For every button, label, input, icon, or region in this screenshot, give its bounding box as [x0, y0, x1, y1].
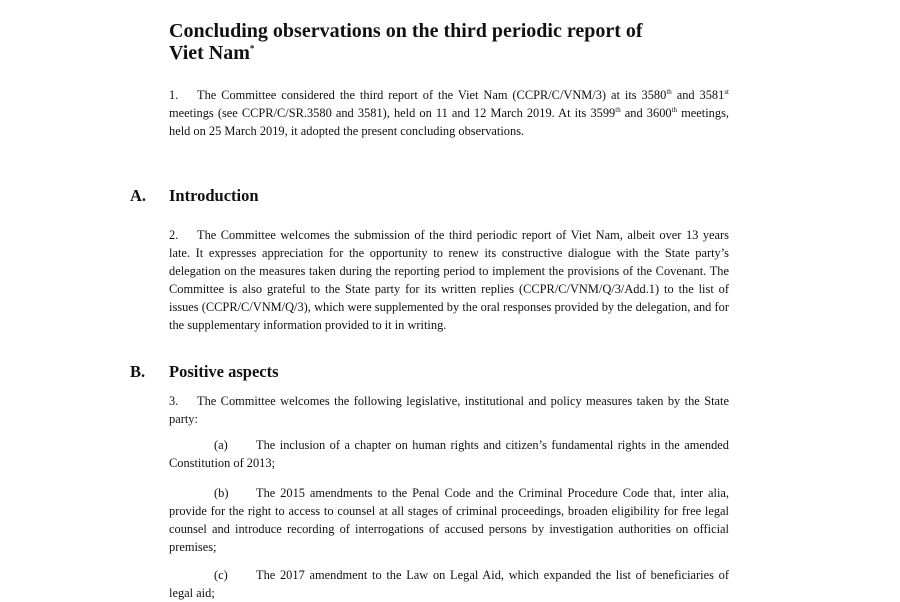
ordinal-suffix: st [724, 87, 729, 96]
paragraph-text: and 3600 [620, 106, 672, 120]
title-line-2: Viet Nam [169, 42, 250, 64]
paragraph-number: 2. [169, 228, 179, 242]
ordinal-suffix: th [666, 87, 672, 96]
document-title [169, 20, 729, 64]
section-letter: A. [130, 186, 147, 205]
list-item-label: (a) [214, 438, 228, 452]
section-letter: B. [130, 362, 146, 381]
ordinal-suffix: th [615, 105, 621, 114]
paragraph-1 [169, 86, 729, 140]
paragraph-text: The Committee welcomes the submission of the third periodic report of Viet Nam, albeit over 13 years late. It expresses appreciation for the opportunity to renew its constructive dialogue with the State party’s delegation on the measures taken during the reporting period to implement the provisions of the Covenant. The Committee is also grateful to the State party for its written replies (CCPR/C/VNM/Q/3/Add.1) to the list of issues (CCPR/C/VNM/Q/3), which were supplemented by the oral responses provided by the delegation, and for the supplementary information provided to it in writing. [169, 228, 729, 332]
list-item-label: (c) [214, 568, 228, 582]
list-item-c [169, 566, 729, 602]
ordinal-suffix: th [671, 105, 678, 114]
paragraph-number: 3. [169, 394, 179, 408]
paragraph-number: 1. [169, 88, 179, 102]
paragraph-text: The Committee welcomes the following legislative, institutional and policy measures taken by the State party: [169, 394, 729, 426]
list-item-text: The 2015 amendments to the Penal Code and the Criminal Procedure Code that, inter alia, provide for the right to access to counsel at all stages of criminal proceedings, broaden eligibility for free legal counsel and introduce recording of interrogations of accused persons by investigation authorities on official premises; [169, 486, 729, 554]
paragraph-3 [169, 392, 729, 428]
paragraph-text: The Committee considered the third report of the Viet Nam (CCPR/C/VNM/3) at its 3580 [197, 88, 667, 102]
paragraph-text: meetings (see CCPR/C/SR.3580 and 3581), held on 11 and 12 March 2019. At its 3599 [169, 106, 616, 120]
title-line-1: Concluding observations on the third periodic report of [169, 20, 643, 42]
paragraph-2 [169, 226, 729, 334]
list-item-a [169, 436, 729, 472]
paragraph-text: and 3581 [671, 88, 725, 102]
section-title: Positive aspects [169, 362, 279, 381]
list-item-text: The 2017 amendment to the Law on Legal Aid, which expanded the list of beneficiaries of legal aid; [169, 568, 729, 600]
list-item-label: (b) [214, 486, 229, 500]
paragraph-text: meetings, held on 25 March 2019, it adopted the present concluding observations. [169, 106, 729, 138]
list-item-text: The inclusion of a chapter on human rights and citizen’s fundamental rights in the amended Constitution of 2013; [169, 438, 729, 470]
section-title: Introduction [169, 186, 259, 205]
list-item-b [169, 484, 729, 556]
title-footnote-marker: * [249, 43, 255, 54]
